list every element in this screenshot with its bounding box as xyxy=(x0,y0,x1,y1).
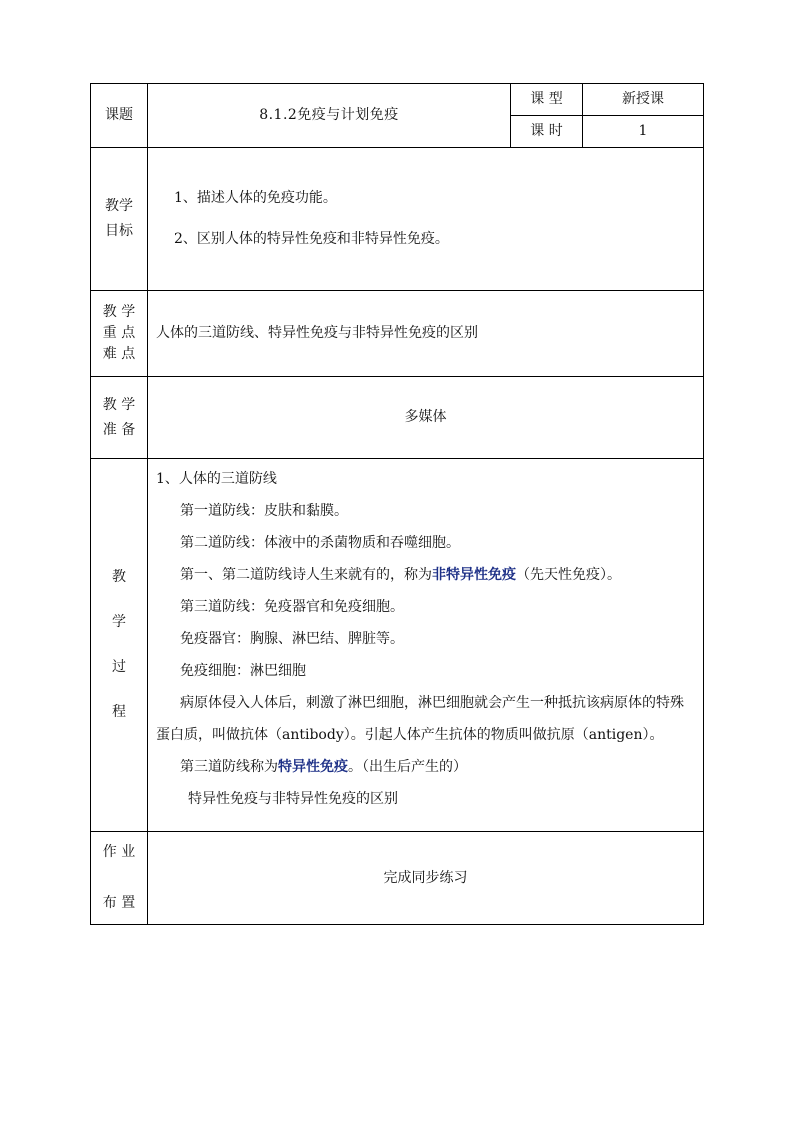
nonspecific-post: （先天性免疫）。 xyxy=(516,567,621,583)
process-label-line-4: 程 xyxy=(112,703,126,720)
process-content xyxy=(148,459,704,832)
specific-pre: 第三道防线称为 xyxy=(180,759,278,775)
preparation-content: 多媒体 xyxy=(148,377,704,459)
process-label-line-1: 教 xyxy=(112,569,126,586)
homework-label-line-1: 作 业 xyxy=(102,844,136,861)
objectives-row xyxy=(91,148,704,291)
hours-value: 1 xyxy=(583,116,704,148)
second-line-defense: 第二道防线：体液中的杀菌物质和吞噬细胞。 xyxy=(180,535,460,551)
process-row xyxy=(91,459,704,832)
objectives-label-line-1: 教学 xyxy=(105,198,133,215)
first-line-defense: 第一道防线：皮肤和黏膜。 xyxy=(180,503,348,519)
type-value: 新授课 xyxy=(583,84,704,116)
keypoints-row xyxy=(91,291,704,377)
keypoints-label xyxy=(91,291,148,377)
homework-content: 完成同步练习 xyxy=(148,832,704,925)
specific-highlight: 特异性免疫 xyxy=(278,759,348,775)
objectives-content xyxy=(148,148,704,291)
nonspecific-immunity-line xyxy=(156,559,697,591)
homework-label xyxy=(91,832,148,925)
nonspecific-highlight: 非特异性免疫 xyxy=(432,567,516,583)
immune-organs: 免疫器官：胸腺、淋巴结、脾脏等。 xyxy=(180,631,404,647)
specific-immunity-line xyxy=(156,751,697,783)
objectives-label xyxy=(91,148,148,291)
homework-label-line-2: 布 置 xyxy=(102,895,136,911)
process-label-line-2: 学 xyxy=(112,614,126,631)
header-row-1 xyxy=(91,84,704,116)
immune-cells: 免疫细胞：淋巴细胞 xyxy=(180,663,306,679)
process-label xyxy=(91,459,148,832)
objectives-label-line-2: 目标 xyxy=(105,223,133,239)
objective-item-1: 1、描述人体的免疫功能。 xyxy=(174,190,337,207)
hours-label: 课 时 xyxy=(511,116,583,148)
third-line-defense: 第三道防线：免疫器官和免疫细胞。 xyxy=(180,599,404,615)
specific-post: 。（出生后产生的） xyxy=(348,759,467,775)
nonspecific-pre: 第一、第二道防线诗人生来就有的，称为 xyxy=(180,567,432,583)
topic-label: 课题 xyxy=(91,84,148,148)
keypoints-label-line-1: 教 学 xyxy=(102,304,136,321)
lesson-title: 8.1.2免疫与计划免疫 xyxy=(148,84,511,148)
keypoints-content: 人体的三道防线、特异性免疫与非特异性免疫的区别 xyxy=(148,291,704,377)
keypoints-label-line-2: 重 点 xyxy=(102,325,136,342)
homework-row xyxy=(91,832,704,925)
preparation-row xyxy=(91,377,704,459)
keypoints-label-line-3: 难 点 xyxy=(102,345,136,362)
immunity-difference-line: 特异性免疫与非特异性免疫的区别 xyxy=(188,791,398,807)
preparation-label-line-1: 教 学 xyxy=(102,396,136,413)
process-heading: 1、人体的三道防线 xyxy=(156,471,277,487)
antibody-paragraph: 病原体侵入人体后，刺激了淋巴细胞，淋巴细胞就会产生一种抵抗该病原体的特殊蛋白质，叫做抗体（antibody）。引起人体产生抗体的物质叫做抗原（antigen）。 xyxy=(156,695,684,743)
preparation-label-line-2: 准 备 xyxy=(102,421,136,438)
type-label: 课 型 xyxy=(511,84,583,116)
process-label-line-3: 过 xyxy=(112,659,126,675)
objective-item-2: 2、区别人体的特异性免疫和非特异性免疫。 xyxy=(174,231,449,247)
lesson-plan-table xyxy=(90,83,704,925)
preparation-label xyxy=(91,377,148,459)
